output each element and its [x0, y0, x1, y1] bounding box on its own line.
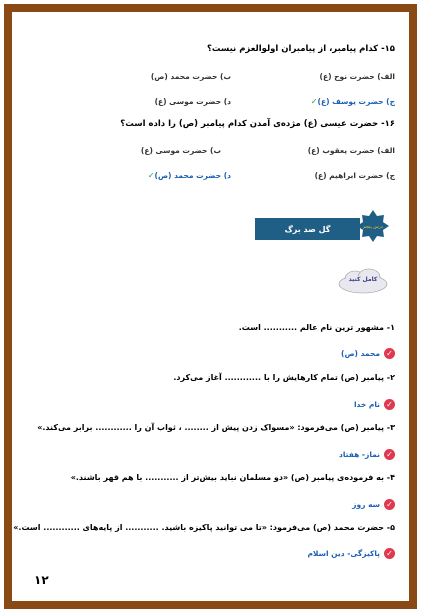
- q15-option-dal: د) حضرت موسی (ع): [154, 97, 231, 106]
- fill-answer-1: [341, 348, 395, 359]
- q16-option-be: ب) حضرت موسی (ع): [140, 146, 221, 155]
- page-number: ۱۲: [34, 573, 49, 587]
- lesson-badge-label: درس پنجم: [363, 225, 383, 230]
- heart-check-icon: ✓: [384, 499, 395, 510]
- fill-question-4: ۴- به فرموده‌ی پیامبر (ص) «دو مسلمان نباید بیش‌تر از ........... با هم قهر باشند.»: [70, 473, 395, 482]
- q16-option-dal: [146, 171, 231, 180]
- section-cloud: [337, 268, 389, 294]
- fill-answer-3: [339, 449, 395, 460]
- fill-question-1: ۱- مشهور ترین نام عالم ........... است.: [238, 323, 395, 332]
- fill-answer-2-text: نام خدا: [353, 400, 380, 409]
- fill-answer-3-text: نماز- هفتاد: [338, 450, 380, 459]
- heart-check-icon: ✓: [384, 548, 395, 559]
- heart-check-icon: ✓: [384, 449, 395, 460]
- fill-question-2: ۲- پیامبر (ص) تمام کارهایش را با ............ آغاز می‌کرد.: [173, 373, 395, 382]
- q15-option-jim: [309, 97, 395, 106]
- section-label: کامل کنید: [348, 276, 378, 283]
- q16-option-dal-label: د) حضرت محمد (ص): [154, 171, 231, 180]
- check-icon: ✓: [310, 97, 318, 106]
- fill-answer-2: [354, 399, 395, 410]
- heart-check-icon: ✓: [384, 399, 395, 410]
- fill-answer-1-text: محمد (ص): [341, 349, 380, 358]
- q15-option-be: ب) حضرت محمد (ص): [150, 72, 231, 81]
- fill-answer-4-text: سه روز: [352, 500, 380, 509]
- q15-option-jim-label: ج) حضرت یوسف (ع): [317, 97, 395, 106]
- q16-option-alef: الف) حضرت یعقوب (ع): [307, 146, 395, 155]
- lesson-badge-icon: [357, 210, 389, 242]
- lesson-title-banner: گل صد برگ: [255, 218, 360, 240]
- fill-question-3: ۳- پیامبر (ص) می‌فرمود: «مسواک زدن پیش از ........ ، ثواب آن را ............ برابر می‌کند.»: [37, 423, 395, 432]
- check-icon: ✓: [147, 171, 155, 180]
- question-15: ۱۵- کدام پیامبر، از پیامبران اولوالعزم نیست؟: [207, 44, 395, 54]
- question-16: ۱۶- حضرت عیسی (ع) مژده‌ی آمدن کدام پیامبر (ص) را داده است؟: [120, 119, 395, 129]
- fill-answer-5: [307, 548, 395, 559]
- q16-option-jim: ج) حضرت ابراهیم (ع): [314, 171, 395, 180]
- q15-option-alef: الف) حضرت نوح (ع): [319, 72, 395, 81]
- fill-question-5: ۵- حضرت محمد (ص) می‌فرمود: «تا می توانید پاکیزه باشید. ........... از پایه‌های ............ است.»: [13, 523, 395, 532]
- fill-answer-5-text: پاکیزگی- دین اسلام: [307, 549, 380, 558]
- fill-answer-4: [352, 499, 395, 510]
- heart-check-icon: ✓: [384, 348, 395, 359]
